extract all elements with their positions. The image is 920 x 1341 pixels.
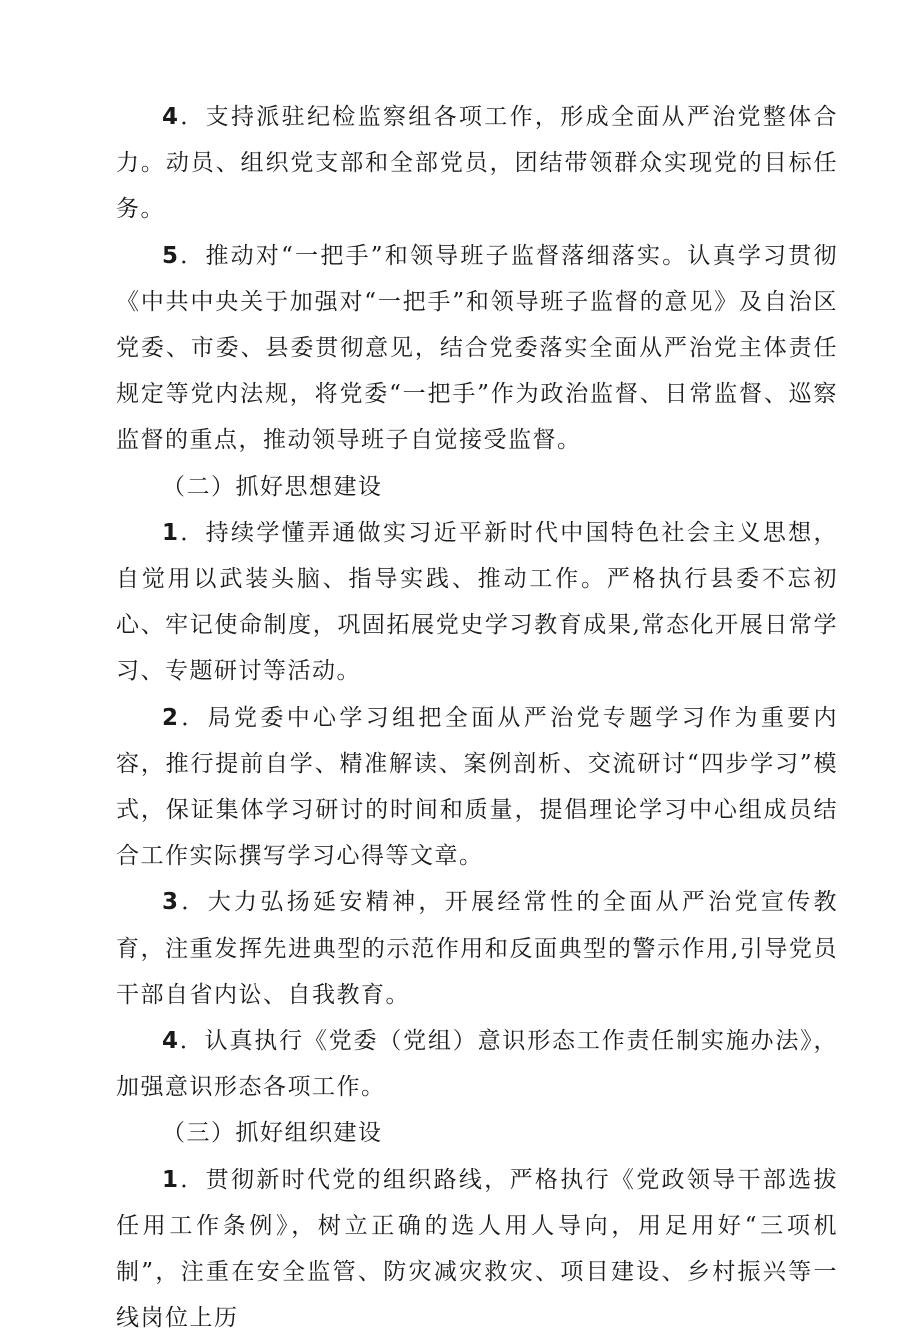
paragraph-text: ．支持派驻纪检监察组各项工作，形成全面从严治党整体合力。动员、组织党支部和全部党员，团结带领群众实现党的目标任务。 (116, 104, 838, 223)
paragraph-item-4b (116, 1018, 838, 1110)
item-number: 1 (162, 1166, 180, 1193)
item-number: 2 (162, 704, 180, 731)
item-number: 3 (162, 889, 180, 916)
paragraph-item-2 (116, 695, 838, 880)
paragraph-text: ．认真执行《党委（党组）意识形态工作责任制实施办法》，加强意识形态各项工作。 (116, 1028, 838, 1101)
item-number: 5 (162, 242, 180, 269)
paragraph-item-1b (116, 1157, 838, 1341)
item-number: 1 (162, 519, 180, 546)
item-number: 4 (162, 1028, 180, 1055)
section-heading-organization: （三）抓好组织建设 (162, 1120, 383, 1147)
item-number: 4 (162, 104, 180, 130)
paragraph-item-3 (116, 879, 838, 1018)
paragraph-text: ．持续学懂弄通做实习近平新时代中国特色社会主义思想，自觉用以武装头脑、指导实践、推动工作。严格执行县委不忘初心、牢记使命制度，巩固拓展党史学习教育成果,常态化开展日常学习、专题研讨等活动。 (116, 519, 838, 685)
paragraph-text: ．推动对“一把手”和领导班子监督落细落实。认真学习贯彻《中共中央关于加强对“一把手”和领导班子监督的意见》及自治区党委、市委、县委贯彻意见，结合党委落实全面从严治党主体责任规定等党内法规，将党委“一把手”作为政治监督、日常监督、巡察监督的重点，推动领导班子自觉接受监督。 (116, 242, 838, 454)
paragraph-item-5 (116, 233, 838, 464)
paragraph-item-4 (116, 94, 838, 233)
paragraph-text: ．大力弘扬延安精神，开展经常性的全面从严治党宣传教育，注重发挥先进典型的示范作用和反面典型的警示作用,引导党员干部自省内讼、自我教育。 (116, 889, 838, 1008)
paragraph-text: ．局党委中心学习组把全面从严治党专题学习作为重要内容，推行提前自学、精准解读、案例剖析、交流研讨“四步学习”模式，保证集体学习研讨的时间和质量，提倡理论学习中心组成员结合工作实际撰写学习心得等文章。 (116, 704, 838, 870)
document-body (116, 94, 838, 1341)
paragraph-text: ．贯彻新时代党的组织路线，严格执行《党政领导干部选拔任用工作条例》，树立正确的选人用人导向，用足用好“三项机制”，注重在安全监管、防灾减灾救灾、项目建设、乡村振兴等一线岗位上历 (116, 1166, 838, 1332)
section-heading-ideology: （二）抓好思想建设 (162, 473, 383, 500)
paragraph-item-1 (116, 510, 838, 695)
